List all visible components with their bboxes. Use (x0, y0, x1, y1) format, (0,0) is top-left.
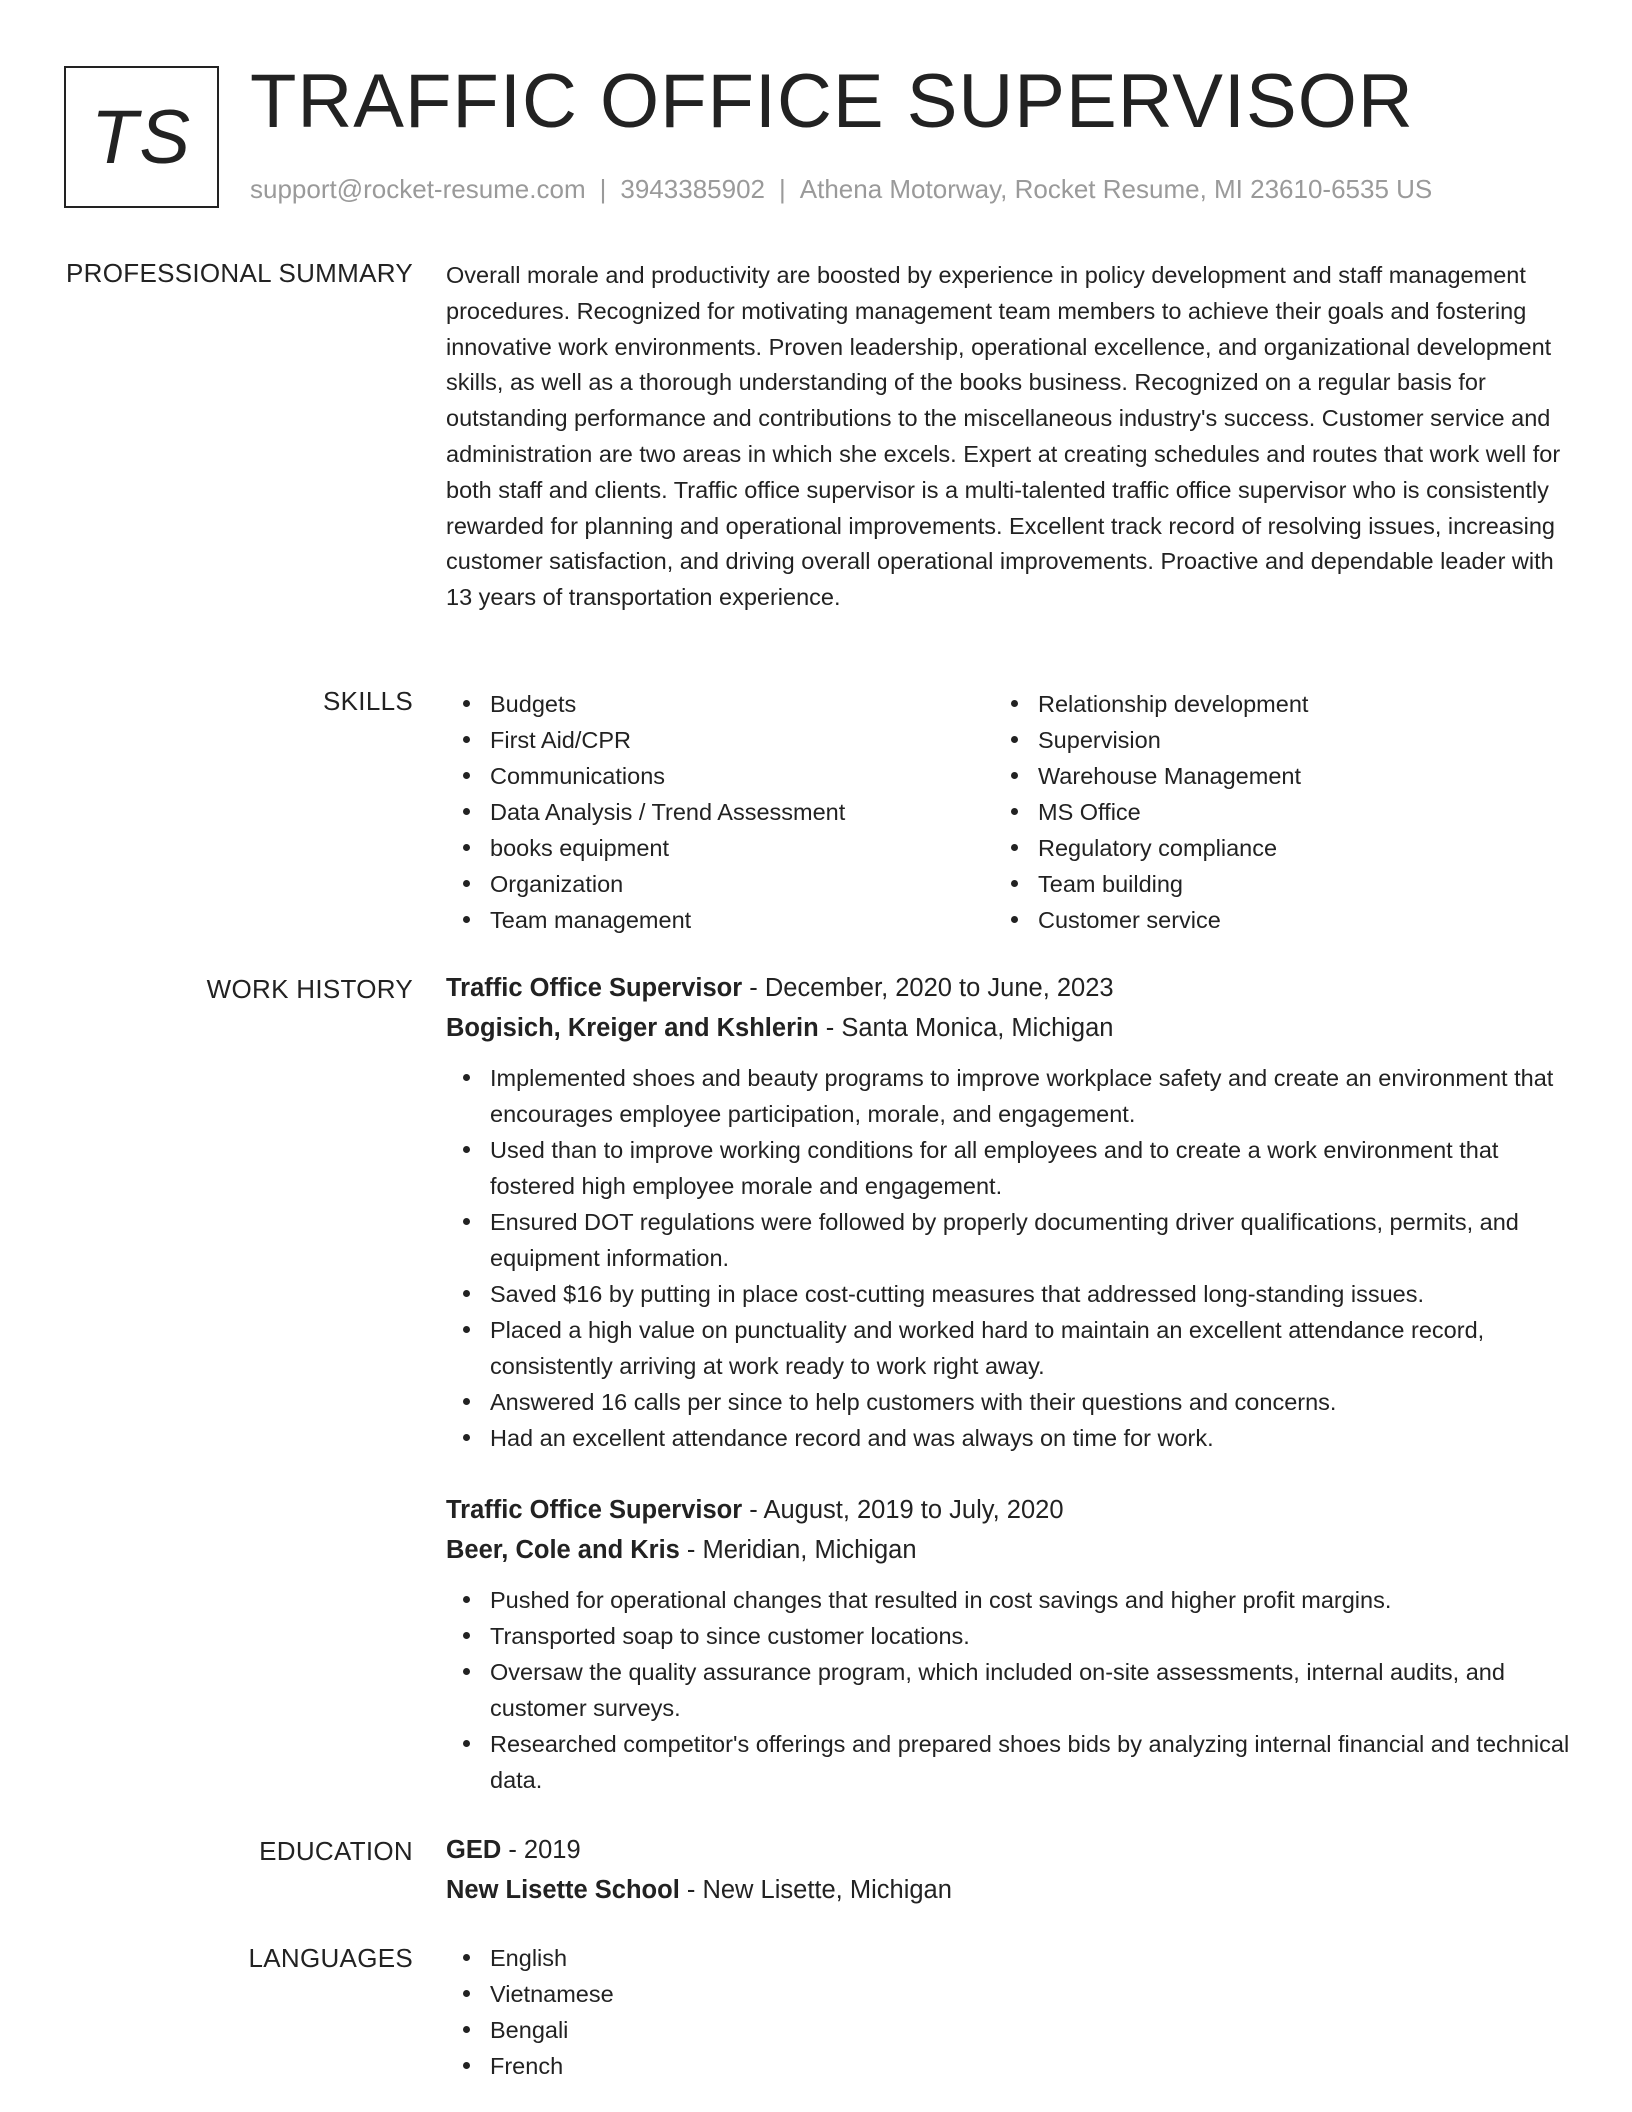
contact-address: Athena Motorway, Rocket Resume, MI 23610-6535 US (799, 174, 1433, 204)
job-bullet: Placed a high value on punctuality and worked hard to maintain an excellent attendance record, consistently arriving at work ready to work right away. (446, 1312, 1576, 1384)
job-bullet: Pushed for operational changes that resulted in cost savings and higher profit margins. (446, 1582, 1576, 1618)
summary-heading: PROFESSIONAL SUMMARY (66, 258, 413, 288)
job-location: - Meridian, Michigan (679, 1536, 917, 1564)
job-company-line (446, 1530, 1576, 1570)
job-company-line (446, 1008, 1576, 1048)
monogram-initials: TS (90, 94, 193, 180)
job-company: Bogisich, Kreiger and Kshlerin (446, 1014, 819, 1042)
education-school: New Lisette School (446, 1876, 680, 1904)
job-bullets (446, 1060, 1576, 1456)
contact-separator: | (599, 174, 607, 204)
summary-text: Overall morale and productivity are boosted by experience in policy development and staff management procedures. Recognized for motivating management team members to achieve their goals and fostering innovative work environments. Proven leadership, operational excellence, and organizational development skills, as well as a thorough understanding of the books business. Recognized on a regular basis for outstanding performance and contributions to the miscellaneous industry's success. Customer service and administration are two areas in which she excels. Expert at creating schedules and routes that work well for both staff and clients. Traffic office supervisor is a multi-talented traffic office supervisor who is consistently rewarded for planning and operational improvements. Excellent track record of resolving issues, increasing customer satisfaction, and driving overall operational improvements. Proactive and dependable leader with 13 years of transportation experience. (446, 262, 1561, 611)
job-company: Beer, Cole and Kris (446, 1536, 680, 1564)
skill-item: Organization (446, 866, 994, 902)
contact-line (250, 174, 1432, 205)
job-title-line (446, 968, 1576, 1008)
language-item: English (446, 1940, 1576, 1976)
job-entry (446, 1490, 1576, 1798)
skills-list-right (994, 686, 1542, 938)
language-item: Bengali (446, 2012, 1576, 2048)
job-bullet: Transported soap to since customer locations. (446, 1618, 1576, 1654)
language-item: Vietnamese (446, 1976, 1576, 2012)
skill-item: books equipment (446, 830, 994, 866)
education-school-line (446, 1870, 1576, 1910)
skill-item: Data Analysis / Trend Assessment (446, 794, 994, 830)
language-item: French (446, 2048, 1576, 2084)
skill-item: Supervision (994, 722, 1542, 758)
languages-heading: LANGUAGES (248, 1943, 413, 1973)
skill-item: Customer service (994, 902, 1542, 938)
skill-item: Relationship development (994, 686, 1542, 722)
education-degree-line (446, 1830, 1576, 1870)
languages-list (446, 1940, 1576, 2084)
job-title: Traffic Office Supervisor (446, 974, 743, 1002)
job-bullet: Ensured DOT regulations were followed by properly documenting driver qualifications, permits, and equipment information. (446, 1204, 1576, 1276)
contact-email[interactable]: support@rocket-resume.com (250, 174, 586, 204)
education-year: - 2019 (501, 1836, 581, 1864)
skill-item: Budgets (446, 686, 994, 722)
education-entry (446, 1830, 1576, 1910)
job-bullets (446, 1582, 1576, 1798)
skill-item: MS Office (994, 794, 1542, 830)
job-bullet: Had an excellent attendance record and was always on time for work. (446, 1420, 1576, 1456)
job-bullet: Used than to improve working conditions for all employees and to create a work environment that fostered high employee morale and engagement. (446, 1132, 1576, 1204)
monogram-box (64, 66, 219, 208)
job-title: Traffic Office Supervisor (446, 1496, 743, 1524)
skills-list-left (446, 686, 994, 938)
job-title-line (446, 1490, 1576, 1530)
skill-item: Team building (994, 866, 1542, 902)
job-location: - Santa Monica, Michigan (818, 1014, 1114, 1042)
job-bullet: Oversaw the quality assurance program, which included on-site assessments, internal audits, and customer surveys. (446, 1654, 1576, 1726)
contact-separator: | (779, 174, 786, 204)
resume-title: TRAFFIC OFFICE SUPERVISOR (250, 59, 1414, 144)
skill-item: Communications (446, 758, 994, 794)
job-bullet: Implemented shoes and beauty programs to improve workplace safety and create an environment that encourages employee participation, morale, and engagement. (446, 1060, 1576, 1132)
job-bullet: Researched competitor's offerings and prepared shoes bids by analyzing internal financial and technical data. (446, 1726, 1576, 1798)
education-heading: EDUCATION (259, 1836, 413, 1866)
skill-item: Warehouse Management (994, 758, 1542, 794)
job-bullet: Saved $16 by putting in place cost-cutting measures that addressed long-standing issues. (446, 1276, 1576, 1312)
skills-heading: SKILLS (323, 686, 413, 716)
skill-item: First Aid/CPR (446, 722, 994, 758)
languages-section (446, 1940, 1576, 2084)
job-entry (446, 968, 1576, 1456)
contact-phone[interactable]: 3943385902 (620, 174, 765, 204)
job-dates: - December, 2020 to June, 2023 (742, 974, 1114, 1002)
job-dates: - August, 2019 to July, 2020 (742, 1496, 1064, 1524)
work-history-heading: WORK HISTORY (206, 974, 413, 1004)
skills-section (446, 686, 1576, 938)
education-degree: GED (446, 1836, 502, 1864)
skill-item: Team management (446, 902, 994, 938)
education-location: - New Lisette, Michigan (679, 1876, 952, 1904)
job-bullet: Answered 16 calls per since to help customers with their questions and concerns. (446, 1384, 1576, 1420)
skill-item: Regulatory compliance (994, 830, 1542, 866)
